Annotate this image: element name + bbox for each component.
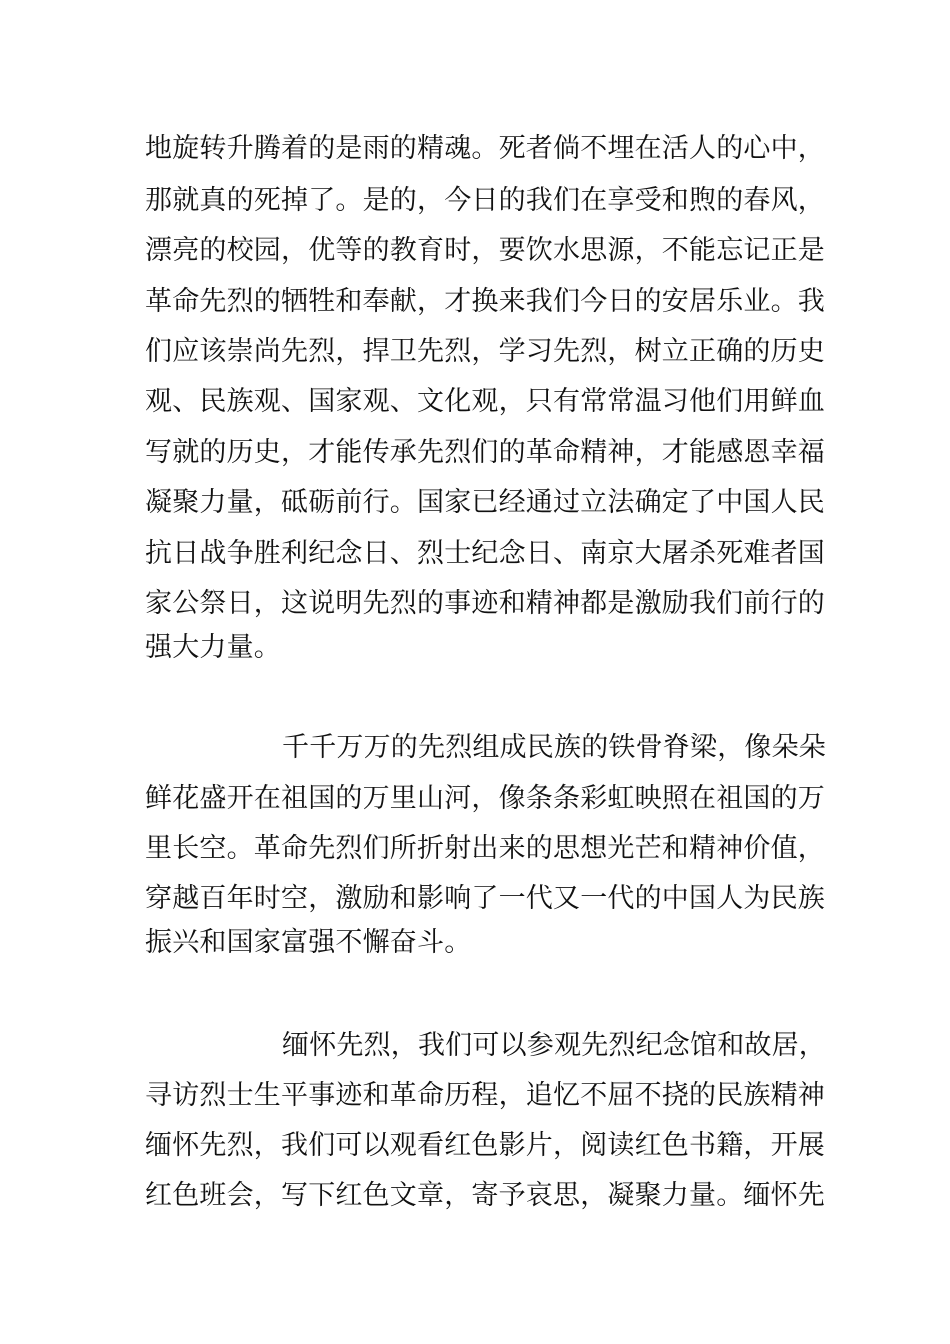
text-line: 强大力量。 <box>145 632 281 663</box>
text-line: 凝聚力量，砥砺前行。国家已经通过立法确定了中国人民 <box>145 487 825 518</box>
text-line: 穿越百年时空，激励和影响了一代又一代的中国人为民族 <box>145 883 825 914</box>
text-line: 红色班会，写下红色文章，寄予哀思，凝聚力量。缅怀先 <box>145 1180 825 1211</box>
text-line: 革命先烈的牺牲和奉献，才换来我们今日的安居乐业。我 <box>145 286 825 317</box>
text-line: 寻访烈士生平事迹和革命历程，追忆不屈不挠的民族精神 <box>145 1080 825 1111</box>
text-line: 抗日战争胜利纪念日、烈士纪念日、南京大屠杀死难者国 <box>145 538 825 569</box>
text-line: 鲜花盛开在祖国的万里山河，像条条彩虹映照在祖国的万 <box>145 783 825 814</box>
text-line: 漂亮的校园，优等的教育时，要饮水思源，不能忘记正是 <box>145 235 825 266</box>
text-line: 缅怀先烈，我们可以参观先烈纪念馆和故居， <box>282 1030 826 1061</box>
text-line: 地旋转升腾着的是雨的精魂。死者倘不埋在活人的心中， <box>145 133 825 164</box>
text-line: 们应该崇尚先烈，捍卫先烈，学习先烈，树立正确的历史 <box>145 336 825 367</box>
text-line: 那就真的死掉了。是的，今日的我们在享受和煦的春风， <box>145 185 825 216</box>
text-line: 家公祭日，这说明先烈的事迹和精神都是激励我们前行的 <box>145 588 825 619</box>
text-line: 振兴和国家富强不懈奋斗。 <box>145 927 472 958</box>
text-line: 观、民族观、国家观、文化观，只有常常温习他们用鲜血 <box>145 386 825 417</box>
text-line: 千千万万的先烈组成民族的铁骨脊梁，像朵朵 <box>282 732 826 763</box>
text-line: 缅怀先烈，我们可以观看红色影片，阅读红色书籍，开展 <box>145 1130 825 1161</box>
text-line: 写就的历史，才能传承先烈们的革命精神，才能感恩幸福 <box>145 437 825 468</box>
text-line: 里长空。革命先烈们所折射出来的思想光芒和精神价值， <box>145 833 825 864</box>
